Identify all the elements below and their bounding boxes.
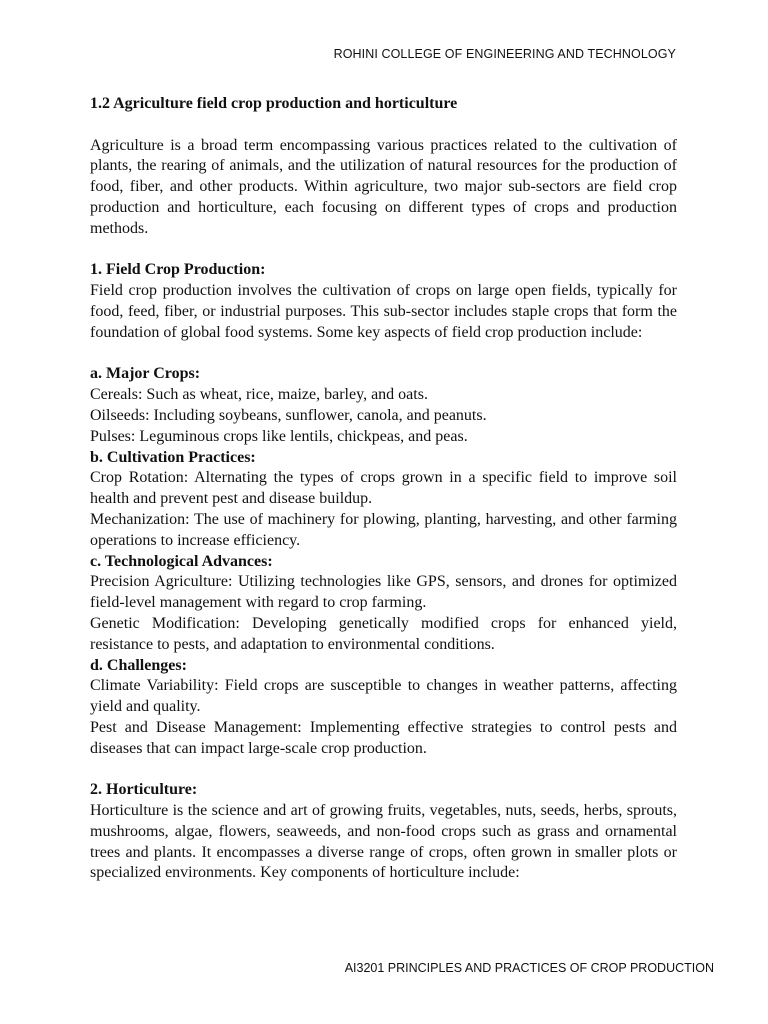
list-item: Pulses: Leguminous crops like lentils, chickpeas, and peas. [90,427,468,445]
cultivation-practices-heading: b. Cultivation Practices: [90,448,256,466]
list-item: Oilseeds: Including soybeans, sunflower, canola, and peanuts. [90,406,487,424]
page-header: ROHINI COLLEGE OF ENGINEERING AND TECHNOLOGY [333,47,676,61]
list-item: Precision Agriculture: Utilizing technologies like GPS, sensors, and drones for optimized field-level management with regard to crop farming. [90,573,677,612]
technological-advances-heading: c. Technological Advances: [90,552,273,570]
page-footer: AI3201 PRINCIPLES AND PRACTICES OF CROP PRODUCTION [344,961,714,975]
field-crop-heading: 1. Field Crop Production: [90,261,266,279]
horticulture-heading: 2. Horticulture: [90,781,198,799]
list-item: Cereals: Such as wheat, rice, maize, barley, and oats. [90,386,428,404]
spacer [90,344,677,365]
list-item: Mechanization: The use of machinery for plowing, planting, harvesting, and other farming operations to increase efficiency. [90,510,677,549]
major-crops-heading: a. Major Crops: [90,365,201,383]
list-item: Genetic Modification: Developing genetically modified crops for enhanced yield, resistance to pests, and adaptation to environmental conditions. [90,614,677,653]
section-title: 1.2 Agriculture field crop production and horticulture [90,95,458,112]
challenges-heading: d. Challenges: [90,656,187,674]
spacer [90,240,677,261]
list-item: Pest and Disease Management: Implementing effective strategies to control pests and diseases that can impact large-scale crop production. [90,718,677,757]
field-crop-intro: Field crop production involves the cultivation of crops on large open fields, typically for food, feed, fiber, or industrial purposes. This sub-sector includes staple crops that form the foundation of global food systems. Some key aspects of field crop production include: [90,282,677,341]
document-body [90,94,677,884]
list-item: Climate Variability: Field crops are susceptible to changes in weather patterns, affecting yield and quality. [90,677,677,716]
spacer [90,760,677,781]
list-item: Crop Rotation: Alternating the types of crops grown in a specific field to improve soil health and prevent pest and disease buildup. [90,469,677,508]
horticulture-intro: Horticulture is the science and art of growing fruits, vegetables, nuts, seeds, herbs, sprouts, mushrooms, algae, flowers, seaweeds, and non-food crops such as grass and ornamental trees and plants. It encompasses a diverse range of crops, often grown in smaller plots or specialized environments. Key components of horticulture include: [90,802,677,882]
intro-paragraph: Agriculture is a broad term encompassing various practices related to the cultivation of plants, the rearing of animals, and the utilization of natural resources for the production of food, fiber, and other products. Within agriculture, two major sub-sectors are field crop production and horticulture, each focusing on different types of crops and production methods. [90,136,677,237]
